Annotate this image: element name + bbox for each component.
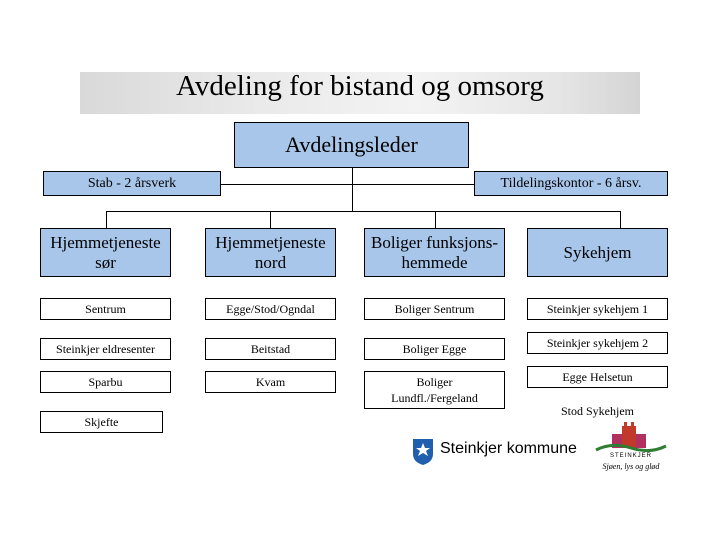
connector-leader-down xyxy=(352,168,353,212)
town-seal-icon xyxy=(592,420,670,454)
unit-beitstad: Beitstad xyxy=(205,338,336,360)
connector-col1 xyxy=(106,211,107,228)
unit-steinkjer-eldresenter: Steinkjer eldresenter xyxy=(40,338,171,360)
unit-steinkjer-sykehjem-1: Steinkjer sykehjem 1 xyxy=(527,298,668,320)
municipality-logo xyxy=(410,436,582,468)
unit-steinkjer-sykehjem-2: Steinkjer sykehjem 2 xyxy=(527,332,668,354)
unit-sparbu: Sparbu xyxy=(40,371,171,393)
unit-boliger-lundfl-fergeland: Boliger Lundfl./Fergeland xyxy=(364,371,505,409)
page-title: Avdeling for bistand og omsorg xyxy=(176,70,544,102)
seal-label: STEINKJER xyxy=(609,453,652,459)
connector-col3 xyxy=(435,211,436,228)
unit-boliger-egge: Boliger Egge xyxy=(364,338,505,360)
allocation-office-box: Tildelingskontor - 6 årsv. xyxy=(474,171,668,196)
column-head-disability-housing: Boliger funksjons-hemmede xyxy=(364,228,505,277)
column-head-home-care-north: Hjemmetjeneste nord xyxy=(205,228,336,277)
staff-box: Stab - 2 årsverk xyxy=(43,171,221,196)
leader-box: Avdelingsleder xyxy=(234,122,469,168)
connector-col2 xyxy=(270,211,271,228)
shield-icon xyxy=(412,438,434,466)
town-seal xyxy=(592,420,670,478)
unit-sentrum: Sentrum xyxy=(40,298,171,320)
unit-egge-stod-ogndal: Egge/Stod/Ogndal xyxy=(205,298,336,320)
column-head-nursing-homes: Sykehjem xyxy=(527,228,668,277)
logo-name: Steinkjer kommune xyxy=(440,440,577,457)
connector-col4 xyxy=(620,211,621,228)
connector-staff-horizontal xyxy=(221,184,474,185)
unit-egge-helsetun: Egge Helsetun xyxy=(527,366,668,388)
unit-kvam: Kvam xyxy=(205,371,336,393)
seal-tagline: Sjøen, lys og glød xyxy=(602,462,660,471)
unit-skjefte: Skjefte xyxy=(40,411,163,433)
connector-columns-horizontal xyxy=(106,211,621,212)
unit-boliger-sentrum: Boliger Sentrum xyxy=(364,298,505,320)
column-head-home-care-south: Hjemmetjeneste sør xyxy=(40,228,171,277)
unit-stod-sykehjem: Stod Sykehjem xyxy=(560,404,634,418)
